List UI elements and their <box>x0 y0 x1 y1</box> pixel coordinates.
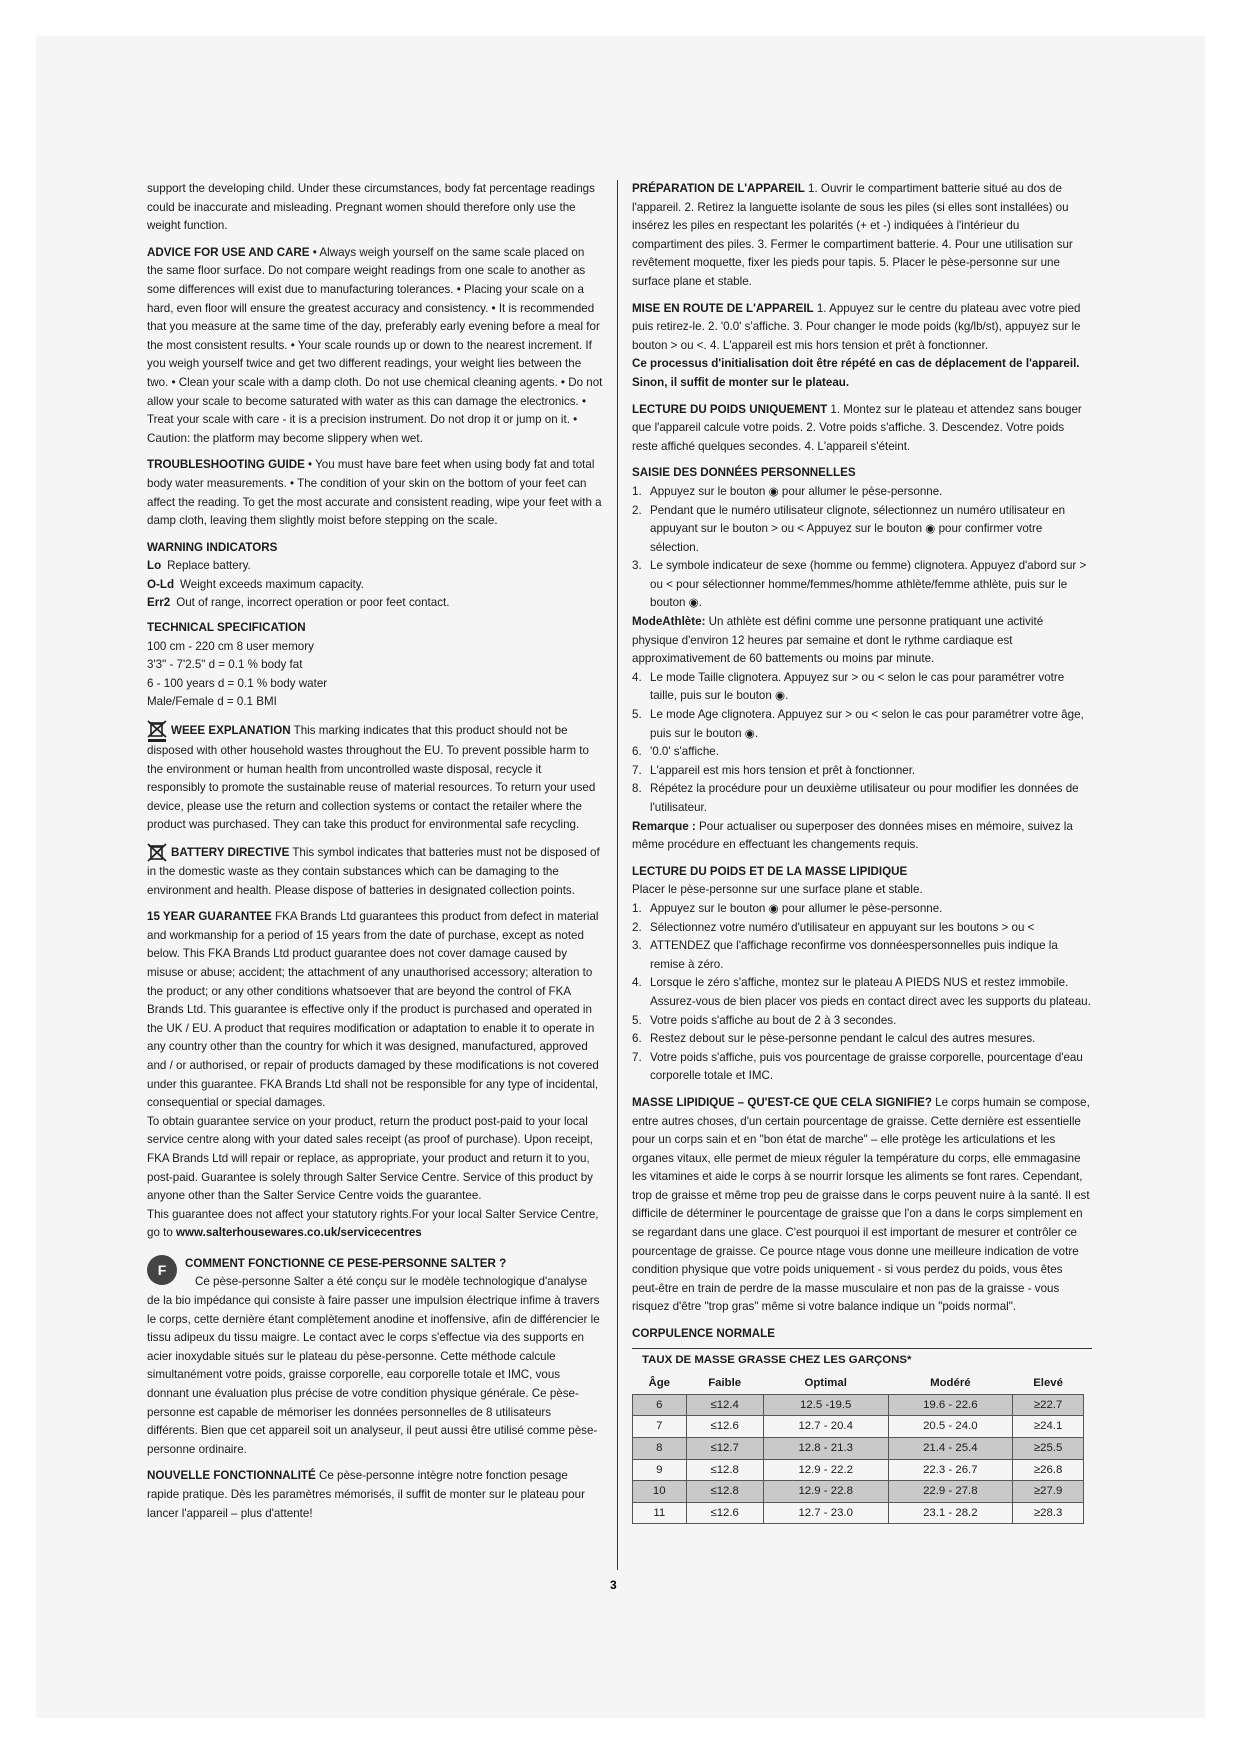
crossed-bin-icon <box>147 843 167 863</box>
table-cell: 12.9 - 22.8 <box>763 1481 888 1503</box>
french-language-badge: F <box>147 1255 177 1285</box>
table-row <box>633 1459 1084 1481</box>
comment-heading: COMMENT FONCTIONNE CE PESE-PERSONNE SALTER ? <box>185 1256 507 1270</box>
remarque-note <box>632 818 1092 855</box>
step-number: 5. <box>632 1013 642 1027</box>
table-header-row <box>633 1373 1084 1394</box>
table-cell: ≥22.7 <box>1013 1394 1084 1416</box>
table-cell: ≥27.9 <box>1013 1481 1084 1503</box>
step-text: Répétez la procédure pour un deuxième utilisateur ou pour modifier les données de l'utilisateur. <box>650 782 1079 814</box>
lecture-masse-step <box>632 974 1092 1011</box>
table-cell: 19.6 - 22.6 <box>888 1394 1013 1416</box>
nouvelle-section <box>147 1467 603 1523</box>
warning-code: Lo <box>147 559 162 573</box>
intro-paragraph: support the developing child. Under these circumstances, body fat percentage readings could be inaccurate and misleading. Pregnant women should therefore only use the weight function. <box>147 182 595 233</box>
lecture-masse-step <box>632 1012 1092 1031</box>
table-cell: 12.9 - 22.2 <box>763 1459 888 1481</box>
weee-heading: WEEE EXPLANATION <box>171 724 291 738</box>
advice-text: • Always weigh yourself on the same scale placed on the same floor surface. Do not compare weight readings from one scale to another as some differences will exist due to manufacturing tolerances. • Placing your scale on a hard, even floor will ensure the greatest accuracy and consistency. • It is recommended that you measure at the same time of the day, preferably early evening before a meal for the most consistent results. • Your scale rounds up or down to the nearest increment. If you weigh yourself twice and get two different readings, your weight lies between the two. • Clean your scale with a damp cloth. Do not use chemical cleaning agents. • Do not allow your scale to become saturated with water as this can damage the electronics. • Treat your scale with care - it is a precision instrument. Do not drop it or jump on it. • Caution: the platform may become slippery when wet. <box>147 245 603 445</box>
tech-spec-list <box>147 638 603 712</box>
comment-text: Ce pèse-personne Salter a été conçu sur le modèle technologique d'analyse de la bio impédance qui consiste à faire passer une impulsion électrique infime à travers le corps, cette dernière étant complètement anodine et inoffensive, afin de différencier le tissu adipeux du tissu maigre. Le contact avec le corps s'effectue via des supports en acier inoxydable situés sur le plateau du pèse-personne. Cette méthode calcule simultanément votre poids, graisse corporelle, eau corporelle totale et IMC, vous donnant une évaluation plus précise de votre condition physique générale. Ce pèse-personne est capable de mémoriser les données personnelles de 8 utilisateurs différents. Bien que cet appareil soit un analyseur, il peut aussi être utilisé comme pèse-personne ordinaire. <box>147 1275 600 1456</box>
step-number: 1. <box>632 901 642 915</box>
table-cell: ≥28.3 <box>1013 1502 1084 1524</box>
right-column <box>632 180 1092 1524</box>
step-number: 2. <box>632 503 642 517</box>
guarantee-service: To obtain guarantee service on your product, return the product post-paid to your local service centre along with your dated sales receipt (as proof of purchase). Upon receipt, FKA Brands Ltd will repair or replace, as appropriate, your product and return it to you, post-paid. Guarantee is solely through Salter Service Centre. Service of this product by anyone other than the Salter Service Centre voids the guarantee. <box>147 1114 593 1203</box>
guarantee-rights-text: This guarantee does not affect your statutory rights.For your local Salter Service Centre, go to <box>147 1207 599 1240</box>
battery-heading: BATTERY DIRECTIVE <box>171 846 290 860</box>
mise-en-route-text: 1. Appuyez sur le centre du plateau avec votre pied puis retirez-le. 2. '0.0' s'affiche. 3. Pour changer le mode poids (kg/lb/st), appuyez sur le bouton > ou <. 4. L'appareil est mis hors tension et prêt à fonctionner. <box>632 301 1081 352</box>
step-text: L'appareil est mis hors tension et prêt à fonctionner. <box>650 763 916 777</box>
tech-spec-line: 3'3" - 7'2.5" d = 0.1 % body fat <box>147 658 303 672</box>
tech-spec-line: 6 - 100 years d = 0.1 % body water <box>147 676 328 690</box>
masse-section <box>632 1094 1092 1317</box>
advice-heading: ADVICE FOR USE AND CARE <box>147 245 310 259</box>
saisie-step <box>632 762 1092 781</box>
step-text: Restez debout sur le pèse-personne pendant le calcul des autres mesures. <box>650 1032 1036 1046</box>
saisie-steps <box>632 483 1092 613</box>
step-text: Le mode Age clignotera. Appuyez sur > ou < selon le cas pour paramétrer votre âge, puis sur le bouton ◉. <box>650 708 1084 740</box>
nouvelle-text: Ce pèse-personne intègre notre fonction pesage rapide pratique. Dès les paramètres mémorisés, il suffit de monter sur le plateau pour lancer l'appareil – plus d'attente! <box>147 1469 585 1520</box>
step-text: Appuyez sur le bouton ◉ pour allumer le pèse-personne. <box>650 484 943 498</box>
table-header-cell: Âge <box>648 1377 671 1390</box>
table-title: TAUX DE MASSE GRASSE CHEZ LES GARÇONS* <box>642 1353 912 1366</box>
warning-list <box>147 557 603 613</box>
table-cell: ≤12.8 <box>686 1481 763 1503</box>
step-text: Pendant que le numéro utilisateur clignote, sélectionnez un numéro utilisateur en appuyant sur le bouton > ou < Appuyez sur le bouton ◉ pour confirmer votre sélection. <box>650 503 1066 554</box>
troubleshooting-heading: TROUBLESHOOTING GUIDE <box>147 458 305 472</box>
table-cell: 20.5 - 24.0 <box>888 1416 1013 1438</box>
step-number: 4. <box>632 670 642 684</box>
table-row <box>633 1481 1084 1503</box>
lecture-masse-steps <box>632 900 1092 1086</box>
table-cell: ≥24.1 <box>1013 1416 1084 1438</box>
table-cell: ≤12.8 <box>686 1459 763 1481</box>
table-cell: 12.7 - 23.0 <box>763 1502 888 1524</box>
mise-en-route-note: Ce processus d'initialisation doit être répété en cas de déplacement de l'appareil. Sinon, il suffit de monter sur le plateau. <box>632 357 1080 389</box>
corpulence-heading: CORPULENCE NORMALE <box>632 1327 775 1341</box>
tech-heading: TECHNICAL SPECIFICATION <box>147 621 306 635</box>
step-text: Votre poids s'affiche au bout de 2 à 3 secondes. <box>650 1013 897 1027</box>
crossed-bin-icon <box>147 720 167 742</box>
step-text: '0.0' s'affiche. <box>650 745 719 759</box>
lecture-masse-step <box>632 1049 1092 1086</box>
step-number: 6. <box>632 1032 642 1046</box>
saisie-heading: SAISIE DES DONNÉES PERSONNELLES <box>632 466 856 480</box>
table-cell: 9 <box>633 1459 687 1481</box>
warning-text: Replace battery. <box>167 559 251 573</box>
step-number: 8. <box>632 782 642 796</box>
lecture-masse-step <box>632 937 1092 974</box>
step-number: 1. <box>632 484 642 498</box>
saisie-step <box>632 743 1092 762</box>
tech-spec-line: 100 cm - 220 cm 8 user memory <box>147 639 314 653</box>
table-body <box>633 1394 1084 1524</box>
table-cell: ≥25.5 <box>1013 1438 1084 1460</box>
guarantee-text: FKA Brands Ltd guarantees this product from defect in material and workmanship for a period of 15 years from the date of purchase, except as noted below. This FKA Brands Ltd product guarantee does not cover damage caused by misuse or abuse; accident; the attachment of any unauthorised accessory; alteration to the product; or any other conditions whatsoever that are beyond the control of FKA Brands Ltd. This guarantee is effective only if the product is purchased and operated in the UK / EU. A product that requires modification or adaptation to enable it to operate in any country other than the country for which it was designed, manufactured, approved and / or authorised, or repair of products damaged by these modifications is not covered under this guarantee. FKA Brands Ltd shall not be responsible for any type of incidental, consequential or special damages. <box>147 910 599 1110</box>
saisie-step <box>632 780 1092 817</box>
weee-text: This marking indicates that this product should not be disposed with other household wastes throughout the EU. To prevent possible harm to the environment or human health from uncontrolled waste disposal, recycle it responsibly to promote the sustainable reuse of material resources. To return your used device, please use the return and collection systems or contact the retailer where the product was purchased. They can take this product for environmental safe recycling. <box>147 724 596 832</box>
table-cell: 23.1 - 28.2 <box>888 1502 1013 1524</box>
guarantee-heading: 15 YEAR GUARANTEE <box>147 910 272 924</box>
preparation-text: 1. Ouvrir le compartiment batterie situé au dos de l'appareil. 2. Retirez la languette isolante de sous les piles (si elles sont installées) ou insérez les piles en respectant les polarités (+ et -) indiquées à l'intérieur du compartiment des piles. 3. Fermer le compartiment batterie. 4. Pour une utilisation sur revêtement moquette, fixer les pieds pour tapis. 5. Placer le pèse-personne sur une surface plane et stable. <box>632 182 1073 288</box>
step-number: 6. <box>632 745 642 759</box>
mise-en-route-heading: MISE EN ROUTE DE L'APPAREIL <box>632 301 814 315</box>
troubleshooting-text: • You must have bare feet when using body fat and total body water measurements. • The condition of your skin on the bottom of your feet can affect the reading. To get the most accurate and consistent reading, wipe your feet with a damp cloth, leaving them slightly moist before stepping on the scale. <box>147 458 602 528</box>
lecture-poids-heading: LECTURE DU POIDS UNIQUEMENT <box>632 402 828 416</box>
table-cell: ≤12.7 <box>686 1438 763 1460</box>
step-number: 3. <box>632 939 642 953</box>
table-header-cell: Elevé <box>1033 1377 1063 1390</box>
table-row <box>633 1394 1084 1416</box>
step-text: Votre poids s'affiche, puis vos pourcentage de graisse corporelle, pourcentage d'eau corporelle totale et IMC. <box>650 1050 1083 1083</box>
masse-text: Le corps humain se compose, entre autres choses, d'un certain pourcentage de graisse. Cette dernière est essentielle pour un corps sain et en "bon état de marche" – elle protège les articulations et les organes vitaux, elle permet de mieux réguler la température du corps, elle emmagasine les vitamines et aide le corps à se nourrir lorsque les aliments se font rares. Cependant, trop de graisse et même trop peu de graisse dans le corps peuvent nuire à la santé. Il est difficile de déterminer le pourcentage de graisse que l'on a dans le corps simplement en se regardant dans une glace. C'est pourquoi il est important de mesurer et contrôler ce pourcentage de graisse. Ce pource ntage vous donne une meilleure indication de votre condition physique que votre poids uniquement - si vous perdez du poids, vous êtes peut-être en train de perdre de la masse musculaire et non pas de la graisse - vous risquez d'être "trop gras" même si votre balance indique un "poids normal". <box>632 1095 1090 1314</box>
table-cell: 10 <box>633 1481 687 1503</box>
table-cell: 7 <box>633 1416 687 1438</box>
table-cell: 6 <box>633 1394 687 1416</box>
left-column <box>147 180 603 1531</box>
warning-item <box>147 594 603 613</box>
saisie-step <box>632 502 1092 558</box>
preparation-section <box>632 180 1092 292</box>
athlete-text: Un athlète est défini comme une personne pratiquant une activité physique d'environ 12 heures par semaine et dont le rythme cardiaque est approximativement de 60 battements ou moins par minute. <box>632 615 1044 666</box>
lecture-masse-step <box>632 1030 1092 1049</box>
table-row <box>633 1438 1084 1460</box>
table-cell: 8 <box>633 1438 687 1460</box>
table-row <box>633 1502 1084 1524</box>
page-number: 3 <box>610 1578 617 1592</box>
step-number: 7. <box>632 1050 642 1064</box>
table-cell: ≤12.6 <box>686 1416 763 1438</box>
warning-text: Out of range, incorrect operation or poor feet contact. <box>176 596 450 610</box>
lecture-masse-step <box>632 900 1092 919</box>
weee-section <box>147 720 603 835</box>
lecture-masse-heading: LECTURE DU POIDS ET DE LA MASSE LIPIDIQUE <box>632 864 908 878</box>
table-cell: 12.7 - 20.4 <box>763 1416 888 1438</box>
table-header-cell: Optimal <box>804 1377 847 1390</box>
table-cell: ≥26.8 <box>1013 1459 1084 1481</box>
preparation-heading: PRÉPARATION DE L'APPAREIL <box>632 182 805 195</box>
saisie-step <box>632 557 1092 613</box>
saisie-step <box>632 706 1092 743</box>
lecture-poids-text: 1. Montez sur le plateau et attendez sans bouger que l'appareil calcule votre poids. 2. Votre poids s'affiche. 3. Descendez. Votre poids reste affiché quelques secondes. 4. L'appareil s'éteint. <box>632 402 1082 453</box>
step-number: 3. <box>632 559 642 573</box>
step-text: Lorsque le zéro s'affiche, montez sur le plateau A PIEDS NUS et restez immobile. Assurez-vous de bien placer vos pieds en contact direct avec les supports du plateau. <box>650 976 1091 1008</box>
step-number: 5. <box>632 708 642 722</box>
step-number: 2. <box>632 920 642 934</box>
guarantee-rights <box>147 1206 603 1243</box>
table-header-cell: Modéré <box>930 1377 971 1390</box>
saisie-step <box>632 669 1092 706</box>
table-cell: 22.3 - 26.7 <box>888 1459 1013 1481</box>
step-number: 4. <box>632 976 642 990</box>
remarque-heading: Remarque : <box>632 819 696 833</box>
lecture-poids-section <box>632 401 1092 457</box>
table-cell: 22.9 - 27.8 <box>888 1481 1013 1503</box>
warning-item <box>147 576 603 595</box>
saisie-steps-continued <box>632 669 1092 818</box>
athlete-note <box>632 613 1092 669</box>
tech-spec-line: Male/Female d = 0.1 BMI <box>147 695 277 709</box>
lecture-masse-intro: Placer le pèse-personne sur une surface plane et stable. <box>632 883 923 897</box>
body-fat-table-block <box>632 1348 1092 1525</box>
mise-en-route-section <box>632 300 1092 356</box>
warning-code: O-Ld <box>147 577 175 591</box>
table-row <box>633 1416 1084 1438</box>
advice-section <box>147 244 603 449</box>
step-text: Le mode Taille clignotera. Appuyez sur > ou < selon le cas pour paramétrer votre taille, puis sur le bouton ◉. <box>650 670 1065 703</box>
troubleshooting-section <box>147 456 603 530</box>
service-centre-link[interactable]: www.salterhousewares.co.uk/servicecentres <box>176 1226 422 1240</box>
athlete-heading: ModeAthlète: <box>632 615 706 629</box>
step-text: Appuyez sur le bouton ◉ pour allumer le pèse-personne. <box>650 901 943 915</box>
battery-section <box>147 843 603 900</box>
comment-section <box>147 1255 603 1460</box>
table-header-cell: Faible <box>708 1377 742 1390</box>
lecture-masse-step <box>632 919 1092 938</box>
remarque-text: Pour actualiser ou superposer des données mises en mémoire, suivez la même procédure en effectuant les changements requis. <box>632 819 1073 852</box>
table-cell: 12.5 -19.5 <box>763 1394 888 1416</box>
column-divider <box>617 180 618 1570</box>
guarantee-section <box>147 908 603 1113</box>
table-cell: 11 <box>633 1502 687 1524</box>
body-fat-table <box>632 1373 1084 1524</box>
step-text: ATTENDEZ que l'affichage reconfirme vos donnéespersonnelles puis indique la remise à zéro. <box>650 939 1058 971</box>
saisie-step <box>632 483 1092 502</box>
step-number: 7. <box>632 763 642 777</box>
table-cell: ≤12.4 <box>686 1394 763 1416</box>
step-text: Sélectionnez votre numéro d'utilisateur en appuyant sur les boutons > ou < <box>650 920 1035 934</box>
table-cell: ≤12.6 <box>686 1502 763 1524</box>
warning-code: Err2 <box>147 596 171 610</box>
nouvelle-heading: NOUVELLE FONCTIONNALITÉ <box>147 1469 316 1483</box>
battery-text: This symbol indicates that batteries must not be disposed of in the domestic waste as they contain substances which can be damaging to the environment and health. Please dispose of batteries in designated collection points. <box>147 846 600 897</box>
masse-heading: MASSE LIPIDIQUE – QU'EST-CE QUE CELA SIGNIFIE? <box>632 1095 932 1109</box>
warning-heading: WARNING INDICATORS <box>147 540 278 554</box>
step-text: Le symbole indicateur de sexe (homme ou femme) clignotera. Appuyez d'abord sur > ou < pour sélectionner homme/femmes/homme athlète/femme athlète, puis sur le bouton ◉. <box>650 559 1087 610</box>
warning-text: Weight exceeds maximum capacity. <box>180 577 364 591</box>
table-cell: 21.4 - 25.4 <box>888 1438 1013 1460</box>
warning-item <box>147 557 603 576</box>
table-cell: 12.8 - 21.3 <box>763 1438 888 1460</box>
